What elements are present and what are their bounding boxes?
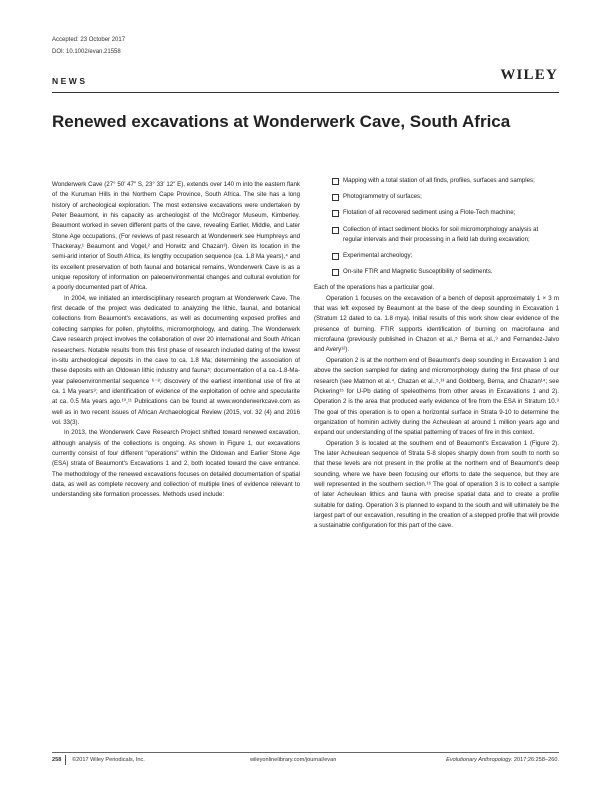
checkbox-bullet-icon [332, 210, 339, 217]
checkbox-bullet-icon [332, 269, 339, 276]
footer-divider [52, 752, 559, 753]
list-item: Mapping with a total station of all finds, profiles, surfaces and samples; [314, 176, 559, 186]
list-item: Photogrammetry of surfaces; [314, 192, 559, 202]
accepted-date: Accepted: 23 October 2017 [52, 37, 126, 43]
list-item: Flotation of all recovered sediment using a Flote-Tech machine; [314, 208, 559, 218]
journal-name: Evolutionary Anthropology. [446, 757, 513, 763]
right-paragraph-3: Operation 2 is at the northern end of Beaumont's deep sounding in Excavation 1 and above the section sampled for dating and micromorphology during the first phase of our research (see Matmon et al.⁴, Chazan et al.,⁵,¹³ and Goldberg, Berna, and Chazan¹⁴; see Pickering¹⁵ for U-Pb dating of speleothems from other areas in Excavations 1 and 2). Operation 2 is the area that produced early evidence of fire from the ESA in Stratum 10.⁹ The goal of this operation is to open a horizontal surface in Strata 9-10 to determine the organization of hominin activity during the Acheulean at around 1 million years ago and expand our understanding of the spatial patterning of traces of fire in this context. [314, 356, 559, 437]
journal-url[interactable]: wileyonlinelibrary.com/journal/evan [250, 757, 337, 763]
article-title: Renewed excavations at Wonderwerk Cave, South Africa [52, 112, 511, 131]
checkbox-bullet-icon [332, 194, 339, 201]
list-item: On-site FTIR and Magnetic Susceptibility of sediments. [314, 267, 559, 277]
left-column [52, 180, 300, 501]
checkbox-bullet-icon [332, 227, 339, 234]
list-item: Collection of intact sediment blocks for soil micromorphology analysis at regular intervals and their processing in a field lab during excavation; [314, 225, 559, 245]
right-paragraph-2: Operation 1 focuses on the excavation of a bench of deposit approximately 1 × 3 m that was left exposed by Beaumont at the base of the deep sounding in Excavation 1 (Stratum 12 dated to ca. 1.8 mya). Initial results of this work show clear evidence of the presence of burning. FTIR supports identification of burning on macrofauna and microfauna (previously published in Chazon et al.,⁵ Berna et al.,⁹ and Fernandez-Jalvo and Avery¹²). [314, 294, 559, 354]
right-paragraph-4: Operation 3 is located at the southern end of Beaumont's Excavation 1 (Figure 2). The later Acheulean sequence of Strata 5-8 slopes sharply down from south to north so that these levels are not present in the profile at the northern end of Beaumont's deep sounding, where we have been focusing our efforts to date the sequence, but they are well represented in the southern section.¹⁶ The goal of operation 3 is to collect a sample of later Acheulean lithics and fauna with precise spatial data and to create a profile suitable for dating. Operation 3 is planned to expand to the south and will ultimately be the largest part of our excavation, resulting in the creation of a stepped profile that will provide a sustainable configuration for this part of the cave. [314, 439, 559, 530]
left-paragraph-1: Wonderwerk Cave (27° 50′ 47″ S, 23° 33′ 12″ E), extends over 140 m into the eastern flank of the Kuruman Hills in the Northern Cape Province, South Africa. The site has a long history of archeological exploration. The most extensive excavations were undertaken by Peter Beaumont, in his capacity as archeologist of the McGregor Museum, Kimberley. Beaumont worked in seven different parts of the cave, revealing Earlier, Middle, and Later Stone Age occupations, (For reviews of past research at Wonderwerk see Humphreys and Thackeray,¹ Beaumont and Vogel,² and Horwitz and Chazan³). Given its location in the semi-arid interior of South Africa, its lengthy occupation sequence (ca. 1.8 Ma years),⁴ and its excellent preservation of both faunal and botanical remains, Wonderwerk Cave is as a unique repository of information on paleoenvironmental changes and cultural evolution for a poorly documented part of Africa. [52, 181, 300, 292]
footer-separator [65, 755, 66, 765]
checkbox-bullet-icon [332, 178, 339, 185]
right-paragraph-1: Each of the operations has a particular goal. [314, 284, 435, 292]
list-item: Experimental archeology; [314, 251, 559, 261]
journal-citation [446, 757, 559, 763]
header-divider [52, 92, 559, 93]
copyright: ©2017 Wiley Periodicals, Inc. [72, 757, 145, 763]
methods-list [314, 176, 559, 277]
journal-volume: 2017;26:258–260. [513, 757, 559, 763]
checkbox-bullet-icon [332, 253, 339, 260]
doi-link[interactable]: DOI: 10.1002/evan.21558 [52, 49, 121, 55]
left-paragraph-3: In 2013, the Wonderwerk Cave Research Project shifted toward renewed excavation, although analysis of the collections is ongoing. As shown in Figure 1, our excavations currently consist of four different "operations" within the Oldowan and Earlier Stone Age (ESA) strata of Beaumont's Excavations 1 and 2, both located toward the cave entrance. The methodology of the renewed excavations focuses on detailed documentation of spatial data, as well as complete recovery and collection of multiple lines of evidence relevant to understanding site formation processes. Methods used include: [52, 429, 300, 499]
left-paragraph-2: In 2004, we initiated an interdisciplinary research program at Wonderwerk Cave. The first decade of the project was dedicated to analyzing the lithic, faunal, and botanical collections from Beaumont's excavations, as well as documenting exposed profiles and collecting samples for pollen, phytoliths, micromorphology, and dating. The Wonderwerk Cave research project involves the collaboration of over 20 international and South African researchers. Notable results from this first phase of research included dating of the lowest in-situ archeological deposits in the cave to ca. 1.8 Ma; determining the association of these deposits with an Oldowan lithic industry and fauna⁵; documentation of a ca.-1.8-Ma- year paleoenvironmental sequence ⁶⁻⁸; discovery of the earliest intentional use of fire at ca. 1 Ma years⁹; and identification of evidence of the exploitation of ochre and specularite at ca. 0.5 Ma years ago.¹⁰,¹¹ Publications can be found at www.wonderwerkcave.com as well as in two recent issues of African Archaeological Review (2015, vol. 32 (4) and 2016 vol. 33(3). [52, 294, 300, 426]
page-number: 258 [52, 757, 62, 763]
publisher-logo: WILEY [500, 67, 558, 83]
section-label: NEWS [52, 76, 88, 86]
right-column [314, 176, 559, 532]
